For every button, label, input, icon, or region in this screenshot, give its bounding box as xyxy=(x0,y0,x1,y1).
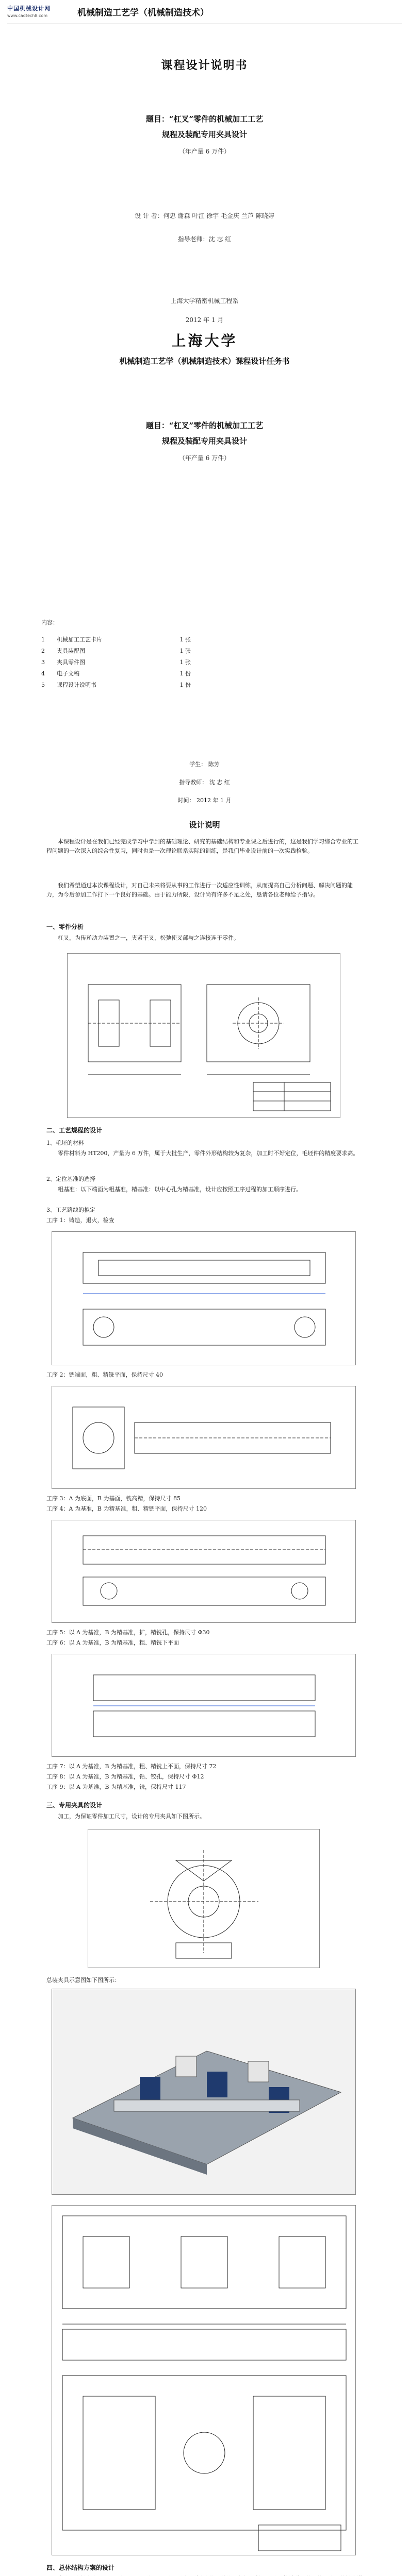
section-3-title: 三、专用夹具的设计 xyxy=(46,1802,103,1809)
process-drawing xyxy=(52,1654,356,1757)
intro-paragraph-1: 本课程设计是在我们已经完成学习中学到的基础理论、研究的基础结构和专业课之后进行的，这是我们学习综合专业的工程问题的一次深入的综合性复习，同时也是一次理论联系实际的训练，是我们毕业设计前的一次实践检验。 xyxy=(46,838,358,854)
cover-date: 2012 年 1 月 xyxy=(185,316,224,324)
intro-paragraph-2: 我们希望通过本次课程设计，对自己未来将要从事的工作进行一次适应性训练，从而提高自己分析问题、解决问题的能力，为今后参加工作打下一个良好的基础。由于能力所限，设计尚有许多不足之处，恳请各位老师给予指导。 xyxy=(46,882,353,898)
item-no: 2 xyxy=(41,647,45,654)
item-count: 1 份 xyxy=(179,682,191,688)
task-title: 机械制造工艺学（机械制造技术）课程设计任务书 xyxy=(119,357,290,366)
task-production: （年产量 6 万件） xyxy=(178,454,231,462)
cover-university: 上海大学 xyxy=(171,332,238,349)
section-2-2-text: 粗基准：以下端面为粗基准，精基准：以中心孔为精基准，设计应按照工序过程的加工顺序进行。 xyxy=(58,1186,302,1193)
item-count: 1 份 xyxy=(179,670,191,677)
table-row xyxy=(41,634,227,645)
cover-topic: 题目：“杠叉”零件的机械加工工艺 xyxy=(145,114,264,124)
process-step-7: 工序 7：以 A 为基准，B 为精基准，粗、精铣上平面，保持尺寸 72 xyxy=(46,1763,217,1770)
item-no: 5 xyxy=(41,681,45,688)
item-count: 1 张 xyxy=(179,648,191,654)
page-header xyxy=(0,0,409,25)
task-topic: 题目：“杠叉”零件的机械加工工艺 xyxy=(145,421,264,430)
task-topic-line2: 规程及装配专用夹具设计 xyxy=(161,436,247,446)
section-1-text: 杠叉，为传递动力装置之一，夹紧于叉，松弛使叉部与之连接连于零件。 xyxy=(58,935,239,941)
process-drawing xyxy=(52,1386,356,1489)
process-drawing xyxy=(52,1520,356,1623)
process-step-3: 工序 3：A 为底面，B 为基面，铣高精，保持尺寸 85 xyxy=(46,1495,181,1502)
process-drawing-svg xyxy=(52,1232,355,1365)
item-count: 1 张 xyxy=(179,636,191,643)
item-name: 夹具零件图 xyxy=(57,659,85,666)
cover-topic-line2: 规程及装配专用夹具设计 xyxy=(161,130,247,139)
cover-college: 上海大学精密机械工程系 xyxy=(170,297,239,304)
task-content-label: 内容： xyxy=(41,619,58,626)
process-drawing-svg xyxy=(52,1386,355,1488)
document-header-title: 机械制造工艺学（机械制造技术） xyxy=(77,8,209,18)
process-step-2: 工序 2：铣端面，粗、精铣平面，保持尺寸 40 xyxy=(46,1371,163,1378)
jig-sketch xyxy=(88,1829,320,1968)
section-2-2-title: 2、定位基准的选择 xyxy=(46,1176,95,1182)
item-name: 夹具装配图 xyxy=(57,648,85,654)
section-2-1-text: 零件材料为 HT200，产量为 6 万件，属于大批生产，零件外形结构较为复杂，加工时不好定位，毛坯件的精度要求高。 xyxy=(58,1150,359,1157)
cover-advisor: 指导老师：沈 志 红 xyxy=(177,235,232,243)
cover-main-title: 课程设计说明书 xyxy=(161,59,248,72)
task-student: 学生： 陈芳 xyxy=(189,761,220,768)
table-row xyxy=(41,668,227,679)
table-row xyxy=(41,656,227,668)
process-step-9: 工序 9：以 A 为基准，B 为精基准，铣，保持尺寸 117 xyxy=(46,1784,186,1790)
site-logo-text: 中国机械设计网 xyxy=(7,5,51,12)
section-2-title: 二、工艺规程的设计 xyxy=(46,1127,103,1134)
section-heading: 设计说明 xyxy=(189,820,220,829)
section-2-1-title: 1、毛坯的材料 xyxy=(46,1140,84,1146)
item-no: 1 xyxy=(41,636,45,643)
task-time: 时间： 2012 年 1 月 xyxy=(177,797,232,804)
section-3-text: 加工，为保证零件加工尺寸，设计的专用夹具如下图所示。 xyxy=(58,1813,205,1820)
item-name: 机械加工工艺卡片 xyxy=(57,636,102,643)
process-step-5: 工序 5：以 A 为基准，B 为精基准，扩，精铣孔，保持尺寸 Φ30 xyxy=(46,1629,210,1636)
process-drawing xyxy=(52,1231,356,1365)
process-step-8: 工序 8：以 A 为基准，B 为精基准，钻、铰孔，保持尺寸 Φ12 xyxy=(46,1773,204,1780)
part-drawing-svg xyxy=(68,954,340,1117)
cover-designers: 设 计 者：何忠 谢森 叶江 徐宇 毛金庆 兰芦 陈晓婷 xyxy=(135,212,274,219)
table-row xyxy=(41,679,227,690)
site-url[interactable]: www.cadtech8.com xyxy=(7,13,48,18)
assembly-caption: 总装夹具示意图如下图所示： xyxy=(46,1977,120,1984)
process-drawing-svg xyxy=(52,1520,355,1622)
fixture-3d-render-svg xyxy=(52,1989,355,2194)
item-name: 电子文稿 xyxy=(57,670,79,677)
item-no: 3 xyxy=(41,658,45,666)
table-row xyxy=(41,645,227,656)
part-drawing xyxy=(67,953,340,1118)
process-step-6: 工序 6：以 A 为基准，B 为精基准，粗、精铣下平面 xyxy=(46,1639,179,1646)
item-name: 课程设计说明书 xyxy=(57,682,96,688)
section-2-3-text: 工序 1：铸造，退火，检查 xyxy=(46,1217,114,1224)
process-drawing-svg xyxy=(52,1654,355,1756)
site-logo[interactable] xyxy=(7,4,69,18)
section-2-3-title: 3、工艺路线的拟定 xyxy=(46,1207,95,1213)
item-count: 1 张 xyxy=(179,659,191,666)
process-step-4: 工序 4：A 为基准，B 为精基准，粗、精铣平面，保持尺寸 120 xyxy=(46,1505,207,1512)
task-content-table xyxy=(41,634,227,690)
assembly-drawing xyxy=(52,2205,356,2555)
item-no: 4 xyxy=(41,670,45,677)
assembly-drawing-svg xyxy=(52,2206,355,2555)
section-1-title: 一、零件分析 xyxy=(46,923,84,930)
jig-sketch-svg xyxy=(88,1829,319,1968)
fixture-3d-render xyxy=(52,1989,356,2195)
section-4-title: 四、总体结构方案的设计 xyxy=(46,2564,115,2571)
task-advisor: 指导教师： 沈 志 红 xyxy=(179,779,230,786)
cover-production: （年产量 6 万件） xyxy=(178,148,231,155)
